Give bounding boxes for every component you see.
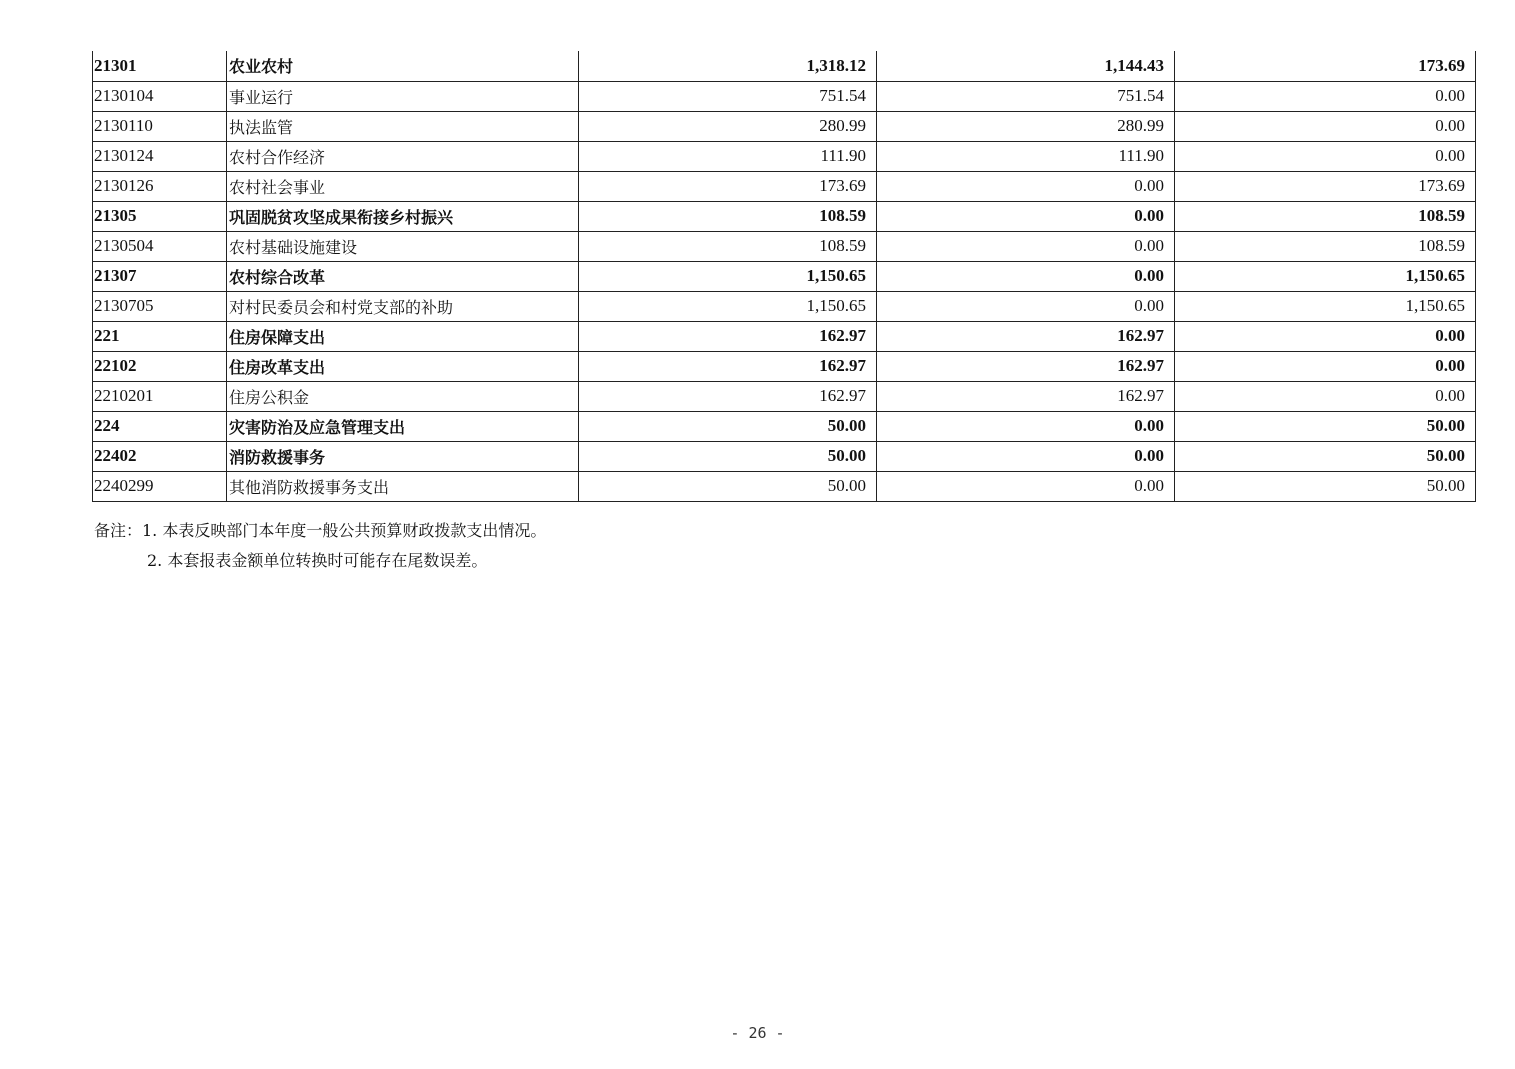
cell-total: 162.97 (579, 381, 877, 411)
cell-code: 2130504 (93, 231, 227, 261)
table-row (93, 441, 1476, 471)
cell-name: 住房公积金 (227, 381, 579, 411)
table-row (93, 411, 1476, 441)
cell-name: 农村合作经济 (227, 141, 579, 171)
table-row (93, 141, 1476, 171)
cell-code: 2130124 (93, 141, 227, 171)
cell-name: 住房保障支出 (227, 321, 579, 351)
table-body (93, 51, 1476, 501)
cell-name: 农村基础设施建设 (227, 231, 579, 261)
cell-basic-expenditure: 280.99 (877, 111, 1175, 141)
cell-name: 事业运行 (227, 81, 579, 111)
cell-project-expenditure: 0.00 (1175, 351, 1476, 381)
cell-name: 灾害防治及应急管理支出 (227, 411, 579, 441)
cell-project-expenditure: 1,150.65 (1175, 261, 1476, 291)
cell-project-expenditure: 50.00 (1175, 411, 1476, 441)
table-row (93, 321, 1476, 351)
cell-basic-expenditure: 162.97 (877, 321, 1175, 351)
note-line-2: 2. 本套报表金额单位转换时可能存在尾数误差。 (147, 551, 488, 570)
table-row (93, 471, 1476, 501)
cell-name: 巩固脱贫攻坚成果衔接乡村振兴 (227, 201, 579, 231)
table-row (93, 51, 1476, 81)
cell-total: 280.99 (579, 111, 877, 141)
cell-code: 221 (93, 321, 227, 351)
cell-project-expenditure: 0.00 (1175, 141, 1476, 171)
cell-name: 消防救援事务 (227, 441, 579, 471)
note-line-1: 备注：1. 本表反映部门本年度一般公共预算财政拨款支出情况。 (94, 521, 547, 540)
cell-total: 1,150.65 (579, 261, 877, 291)
cell-basic-expenditure: 0.00 (877, 471, 1175, 501)
table-row (93, 171, 1476, 201)
cell-basic-expenditure: 162.97 (877, 351, 1175, 381)
page-number: - 26 - (730, 1024, 785, 1042)
notes (94, 516, 546, 576)
table-row (93, 381, 1476, 411)
cell-name: 农村社会事业 (227, 171, 579, 201)
cell-basic-expenditure: 0.00 (877, 201, 1175, 231)
table-row (93, 231, 1476, 261)
cell-total: 1,318.12 (579, 51, 877, 81)
cell-total: 111.90 (579, 141, 877, 171)
table-row (93, 201, 1476, 231)
table-row (93, 111, 1476, 141)
cell-total: 108.59 (579, 201, 877, 231)
cell-total: 50.00 (579, 441, 877, 471)
cell-total: 50.00 (579, 471, 877, 501)
cell-code: 21307 (93, 261, 227, 291)
cell-project-expenditure: 50.00 (1175, 471, 1476, 501)
cell-project-expenditure: 1,150.65 (1175, 291, 1476, 321)
cell-project-expenditure: 50.00 (1175, 441, 1476, 471)
cell-total: 108.59 (579, 231, 877, 261)
cell-project-expenditure: 173.69 (1175, 171, 1476, 201)
cell-project-expenditure: 108.59 (1175, 201, 1476, 231)
table-row (93, 261, 1476, 291)
cell-total: 50.00 (579, 411, 877, 441)
cell-code: 21301 (93, 51, 227, 81)
cell-basic-expenditure: 0.00 (877, 171, 1175, 201)
cell-code: 22402 (93, 441, 227, 471)
cell-name: 对村民委员会和村党支部的补助 (227, 291, 579, 321)
cell-code: 2130126 (93, 171, 227, 201)
budget-table-container (92, 51, 1475, 502)
cell-code: 2130705 (93, 291, 227, 321)
cell-code: 2130104 (93, 81, 227, 111)
cell-code: 21305 (93, 201, 227, 231)
cell-basic-expenditure: 0.00 (877, 441, 1175, 471)
table-row (93, 351, 1476, 381)
cell-code: 2240299 (93, 471, 227, 501)
cell-project-expenditure: 0.00 (1175, 81, 1476, 111)
cell-project-expenditure: 0.00 (1175, 111, 1476, 141)
cell-code: 2130110 (93, 111, 227, 141)
table-row (93, 291, 1476, 321)
cell-project-expenditure: 0.00 (1175, 381, 1476, 411)
cell-basic-expenditure: 751.54 (877, 81, 1175, 111)
cell-basic-expenditure: 111.90 (877, 141, 1175, 171)
cell-name: 其他消防救援事务支出 (227, 471, 579, 501)
table-row (93, 81, 1476, 111)
cell-name: 农业农村 (227, 51, 579, 81)
cell-basic-expenditure: 162.97 (877, 381, 1175, 411)
cell-code: 22102 (93, 351, 227, 381)
cell-project-expenditure: 108.59 (1175, 231, 1476, 261)
cell-basic-expenditure: 0.00 (877, 411, 1175, 441)
cell-basic-expenditure: 0.00 (877, 291, 1175, 321)
cell-total: 162.97 (579, 321, 877, 351)
cell-project-expenditure: 173.69 (1175, 51, 1476, 81)
cell-basic-expenditure: 0.00 (877, 261, 1175, 291)
budget-expenditure-table (92, 51, 1476, 502)
cell-code: 224 (93, 411, 227, 441)
cell-total: 1,150.65 (579, 291, 877, 321)
cell-name: 农村综合改革 (227, 261, 579, 291)
cell-code: 2210201 (93, 381, 227, 411)
cell-project-expenditure: 0.00 (1175, 321, 1476, 351)
cell-name: 住房改革支出 (227, 351, 579, 381)
cell-basic-expenditure: 1,144.43 (877, 51, 1175, 81)
cell-basic-expenditure: 0.00 (877, 231, 1175, 261)
cell-total: 162.97 (579, 351, 877, 381)
cell-total: 173.69 (579, 171, 877, 201)
cell-total: 751.54 (579, 81, 877, 111)
cell-name: 执法监管 (227, 111, 579, 141)
